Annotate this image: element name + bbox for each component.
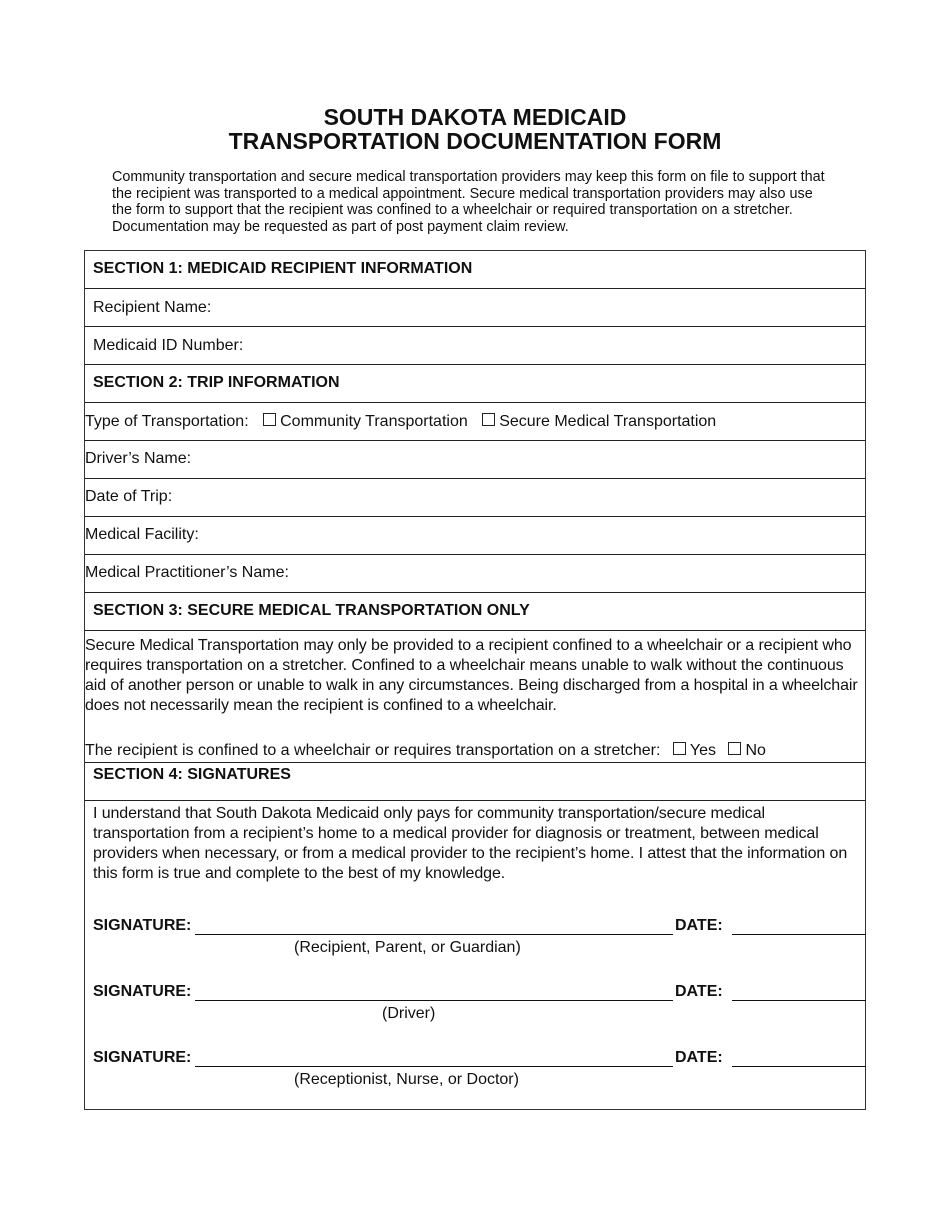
- signer-role: (Receptionist, Nurse, or Doctor): [294, 1071, 519, 1088]
- transport-type-label: Type of Transportation:: [85, 413, 249, 430]
- signature-label: SIGNATURE:: [93, 983, 192, 1000]
- secure-transport-option: Secure Medical Transportation: [499, 413, 717, 430]
- section2-heading: SECTION 2: TRIP INFORMATION: [93, 374, 340, 391]
- title-line-1: SOUTH DAKOTA MEDICAID: [323, 104, 627, 130]
- medical-facility-row[interactable]: [85, 517, 865, 555]
- date-of-trip-row[interactable]: [85, 479, 865, 517]
- date-label: DATE:: [675, 1049, 723, 1066]
- recipient-name-label: Recipient Name:: [93, 299, 212, 316]
- date-line-recipient[interactable]: [732, 917, 866, 935]
- medicaid-id-row[interactable]: [85, 327, 865, 365]
- secure-transport-checkbox[interactable]: [482, 413, 495, 426]
- form-title: [0, 105, 950, 153]
- signatures-block: [85, 801, 865, 1109]
- form-table: [84, 250, 866, 1110]
- section3-heading: SECTION 3: SECURE MEDICAL TRANSPORTATION ONLY: [93, 602, 530, 619]
- wheelchair-question: The recipient is confined to a wheelchair or requires transportation on a stretcher:: [85, 742, 661, 759]
- date-line-provider[interactable]: [732, 1049, 866, 1067]
- medicaid-id-label: Medicaid ID Number:: [93, 337, 244, 354]
- title-line-2: TRANSPORTATION DOCUMENTATION FORM: [228, 128, 722, 154]
- section2-header: [85, 365, 865, 403]
- medical-facility-label: Medical Facility:: [85, 526, 199, 543]
- transport-type-row: [85, 403, 865, 441]
- date-of-trip-label: Date of Trip:: [85, 488, 173, 505]
- community-transport-checkbox[interactable]: [263, 413, 276, 426]
- signature-line-driver[interactable]: [195, 983, 673, 1001]
- section4-header: [85, 763, 865, 801]
- section3-body-row: [85, 631, 865, 763]
- recipient-name-row[interactable]: [85, 289, 865, 327]
- section1-heading: SECTION 1: MEDICAID RECIPIENT INFORMATION: [93, 260, 473, 277]
- yes-label: Yes: [689, 742, 716, 759]
- section4-heading: SECTION 4: SIGNATURES: [93, 766, 291, 783]
- date-label: DATE:: [675, 917, 723, 934]
- practitioner-row[interactable]: [85, 555, 865, 593]
- driver-name-label: Driver’s Name:: [85, 450, 192, 467]
- signer-role: (Driver): [382, 1005, 436, 1022]
- section3-header: [85, 593, 865, 631]
- attestation-text: I understand that South Dakota Medicaid only pays for community transportation/secure medical transportation from a recipient’s home to a medical provider for diagnosis or treatment, between medical providers when necessary, or from a medical provider to the recipient’s home. I attest that the information on this form is true and complete to the best of my knowledge.: [93, 805, 848, 882]
- driver-name-row[interactable]: [85, 441, 865, 479]
- signer-role: (Recipient, Parent, or Guardian): [294, 939, 521, 956]
- signature-line-provider[interactable]: [195, 1049, 673, 1067]
- signature-line-recipient[interactable]: [195, 917, 673, 935]
- date-label: DATE:: [675, 983, 723, 1000]
- yes-checkbox[interactable]: [673, 742, 686, 755]
- section3-body: Secure Medical Transportation may only be provided to a recipient confined to a wheelchair or a recipient who requires transportation on a stretcher. Confined to a wheelchair means unable to walk without the continuous aid of another person or unable to walk in any circumstances. Being discharged from a hospital in a wheelchair does not necessarily mean the recipient is confined to a wheelchair.: [85, 637, 858, 714]
- signature-label: SIGNATURE:: [93, 1049, 192, 1066]
- no-checkbox[interactable]: [728, 742, 741, 755]
- section1-header: [85, 251, 865, 289]
- signature-label: SIGNATURE:: [93, 917, 192, 934]
- intro-paragraph: Community transportation and secure medical transportation providers may keep this form on file to support that the recipient was transported to a medical appointment. Secure medical transportation providers may also use the form to support that the recipient was confined to a wheelchair or required transportation on a stretcher. Documentation may be requested as part of post payment claim review.: [112, 169, 825, 235]
- community-transport-option: Community Transportation: [280, 413, 468, 430]
- date-line-driver[interactable]: [732, 983, 866, 1001]
- practitioner-label: Medical Practitioner’s Name:: [85, 564, 289, 581]
- no-label: No: [745, 742, 766, 759]
